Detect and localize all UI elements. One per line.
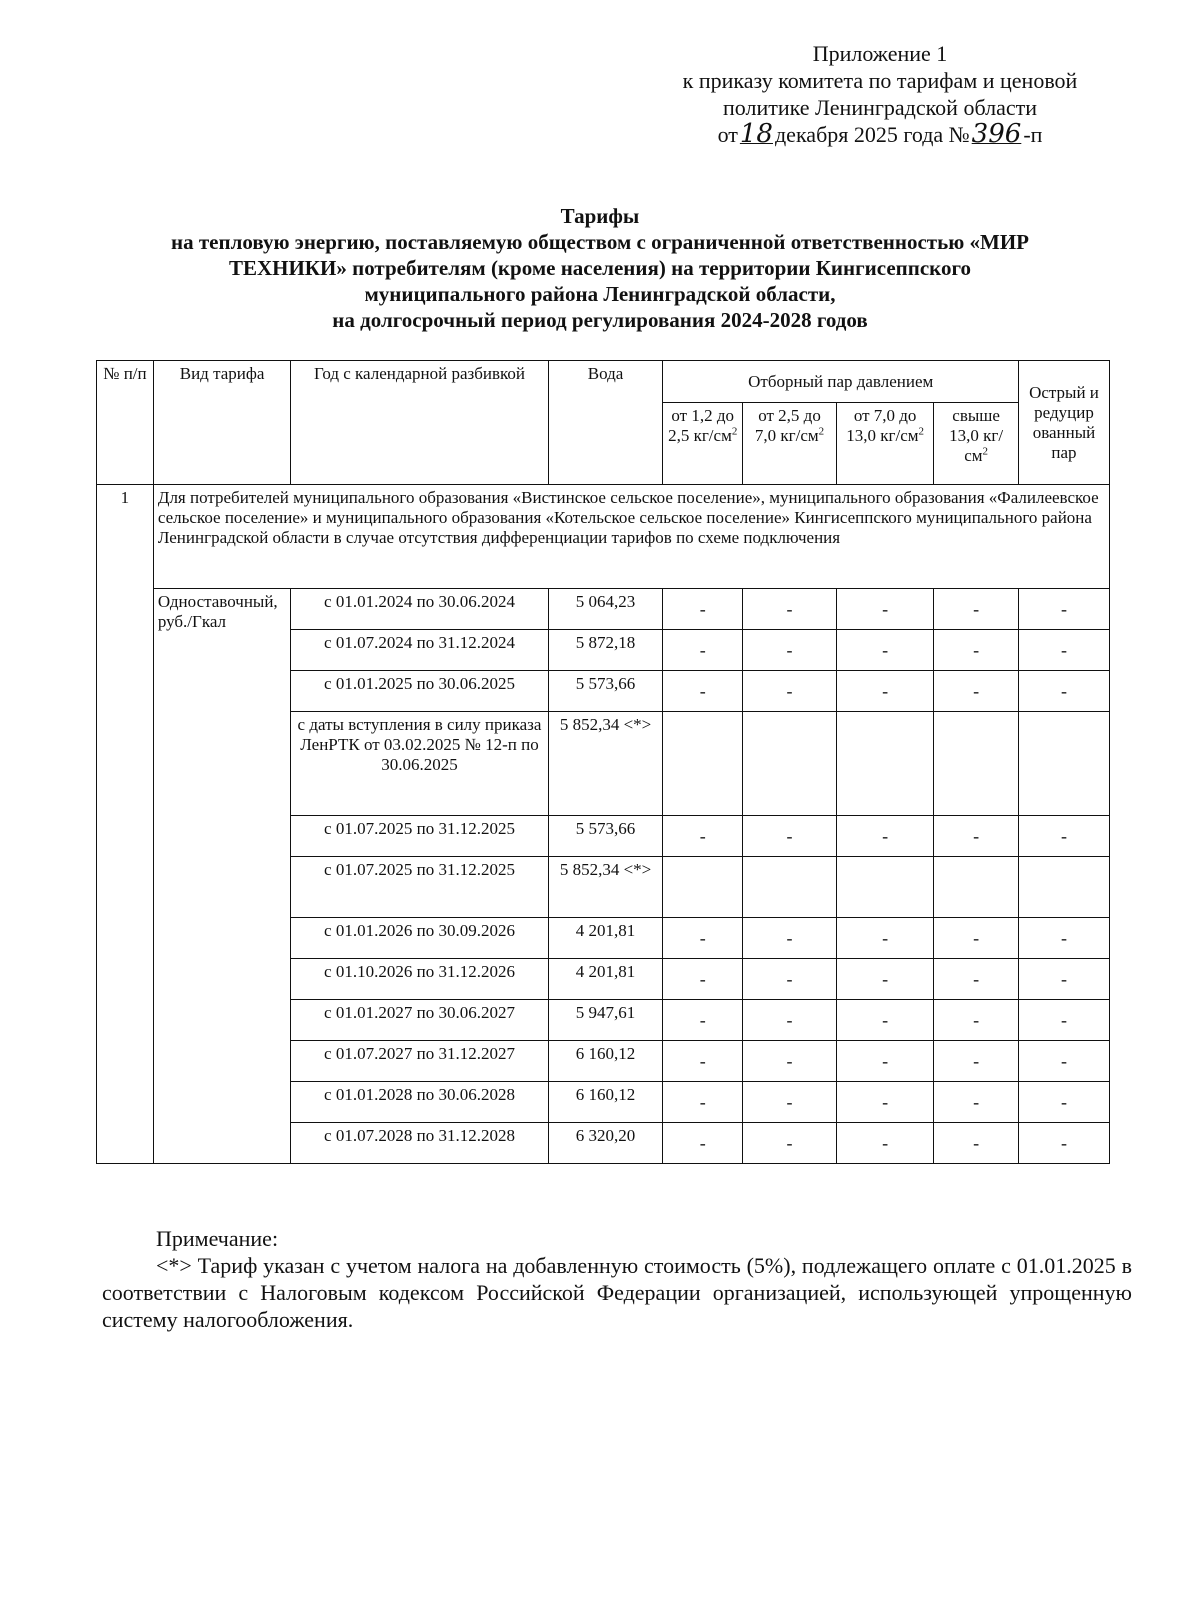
dash-cell: - [663, 1041, 743, 1082]
period-cell: с 01.07.2025 по 31.12.2025 [291, 816, 548, 857]
water-cell: 5 947,61 [548, 1000, 663, 1041]
dash-cell: - [743, 589, 837, 630]
dash-cell: - [743, 1082, 837, 1123]
empty-cell [934, 857, 1019, 918]
table-row [97, 589, 1110, 630]
header-water: Вода [548, 361, 663, 485]
period-cell: с даты вступления в силу приказа ЛенРТК от 03.02.2025 № 12-п по 30.06.2025 [291, 712, 548, 816]
dash-cell: - [743, 959, 837, 1000]
dash-cell: - [1018, 959, 1109, 1000]
dash-cell: - [663, 959, 743, 1000]
dash-cell: - [934, 1123, 1019, 1164]
dash-cell: - [934, 959, 1019, 1000]
dash-cell: - [663, 630, 743, 671]
empty-cell [837, 712, 934, 816]
dash-cell: - [837, 671, 934, 712]
dash-cell: - [663, 1082, 743, 1123]
dash-cell: - [837, 959, 934, 1000]
tariff-table-body [97, 485, 1110, 1164]
period-cell: с 01.10.2026 по 31.12.2026 [291, 959, 548, 1000]
dash-cell: - [663, 816, 743, 857]
period-cell: с 01.01.2024 по 30.06.2024 [291, 589, 548, 630]
water-cell: 5 872,18 [548, 630, 663, 671]
period-cell: с 01.07.2027 по 31.12.2027 [291, 1041, 548, 1082]
title-line-5: на долгосрочный период регулирования 2024-2028 годов [332, 308, 868, 332]
dash-cell: - [837, 1041, 934, 1082]
dash-cell: - [1018, 671, 1109, 712]
dash-cell: - [934, 1041, 1019, 1082]
appendix-header [640, 40, 1120, 148]
note-text: <*> Тариф указан с учетом налога на добавленную стоимость (5%), подлежащего оплате с 01.01.2025 в соответствии с Налоговым кодексом Российской Федерации организацией, использующей упрощенную систему налогообложения. [102, 1253, 1132, 1332]
empty-cell [663, 857, 743, 918]
header-steam-2: от 2,5 до 7,0 $кг/см^2$ [743, 403, 837, 485]
dash-cell: - [934, 1082, 1019, 1123]
dash-cell: - [743, 1041, 837, 1082]
dash-cell: - [837, 630, 934, 671]
dash-cell: - [837, 1000, 934, 1041]
dash-cell: - [934, 630, 1019, 671]
dash-cell: - [1018, 918, 1109, 959]
dash-cell: - [1018, 630, 1109, 671]
empty-cell [1018, 857, 1109, 918]
header-steam-1: от 1,2 до 2,5 $кг/см^2$ [663, 403, 743, 485]
water-cell: 5 573,66 [548, 816, 663, 857]
tariff-table [96, 360, 1110, 1164]
period-cell: с 01.07.2024 по 31.12.2024 [291, 630, 548, 671]
empty-cell [837, 857, 934, 918]
document-title [100, 203, 1100, 333]
section-number: 1 [97, 485, 154, 1164]
tariff-type-cell: Одноставочный, руб./Гкал [153, 589, 290, 1164]
header-sharp-steam: Острый и редуцир ованный пар [1018, 361, 1109, 485]
water-cell: 4 201,81 [548, 918, 663, 959]
dash-cell: - [1018, 1082, 1109, 1123]
note-heading: Примечание: [156, 1226, 279, 1251]
period-cell: с 01.01.2027 по 30.06.2027 [291, 1000, 548, 1041]
dash-cell: - [934, 918, 1019, 959]
dash-cell: - [663, 1123, 743, 1164]
period-cell: с 01.01.2026 по 30.09.2026 [291, 918, 548, 959]
dash-cell: - [934, 589, 1019, 630]
title-line-1: Тарифы [560, 204, 640, 228]
header-tariff-type: Вид тарифа [153, 361, 290, 485]
header-steam-3: от 7,0 до 13,0 $кг/см^2$ [837, 403, 934, 485]
dash-cell: - [1018, 1041, 1109, 1082]
dash-cell: - [934, 816, 1019, 857]
water-cell: 5 852,34 <*> [548, 857, 663, 918]
dash-cell: - [663, 589, 743, 630]
period-cell: с 01.01.2028 по 30.06.2028 [291, 1082, 548, 1123]
period-cell: с 01.07.2025 по 31.12.2025 [291, 857, 548, 918]
dash-cell: - [743, 1123, 837, 1164]
dash-cell: - [663, 1000, 743, 1041]
water-cell: 6 320,20 [548, 1123, 663, 1164]
footnote [102, 1225, 1132, 1333]
dash-cell: - [663, 671, 743, 712]
date-prefix: от [717, 122, 738, 147]
empty-cell [743, 712, 837, 816]
water-cell: 6 160,12 [548, 1082, 663, 1123]
appendix-date-line [640, 121, 1120, 148]
dash-cell: - [837, 816, 934, 857]
title-line-2: на тепловую энергию, поставляемую обществом с ограниченной ответственностью «МИР [170, 230, 1030, 254]
period-cell: с 01.01.2025 по 30.06.2025 [291, 671, 548, 712]
handwritten-day: 18 [739, 119, 773, 149]
dash-cell: - [1018, 589, 1109, 630]
appendix-line-3: политике Ленинградской области [722, 95, 1037, 120]
section-description: Для потребителей муниципального образования «Вистинское сельское поселение», муниципального образования «Фалилеевское сельское поселение» и муниципального образования «Котельское сельское поселение» Кингисеппского муниципального района Ленинградской области в случае отсутствия дифференциации тарифов по схеме подключения [153, 485, 1109, 589]
dash-cell: - [1018, 1000, 1109, 1041]
header-steam-group: Отборный пар давлением [663, 361, 1019, 403]
dash-cell: - [743, 1000, 837, 1041]
dash-cell: - [1018, 816, 1109, 857]
date-middle: декабря 2025 года № [774, 122, 970, 147]
dash-cell: - [1018, 1123, 1109, 1164]
appendix-line-2: к приказу комитета по тарифам и ценовой [682, 68, 1078, 93]
dash-cell: - [837, 589, 934, 630]
water-cell: 5 064,23 [548, 589, 663, 630]
dash-cell: - [837, 918, 934, 959]
water-cell: 5 573,66 [548, 671, 663, 712]
dash-cell: - [743, 671, 837, 712]
water-cell: 4 201,81 [548, 959, 663, 1000]
dash-cell: - [663, 918, 743, 959]
header-steam-4: свыше 13,0 $кг/см^2$ [934, 403, 1019, 485]
dash-cell: - [934, 1000, 1019, 1041]
dash-cell: - [837, 1123, 934, 1164]
title-line-3: ТЕХНИКИ» потребителям (кроме населения) на территории Кингисеппского [228, 256, 972, 280]
water-cell: 5 852,34 <*> [548, 712, 663, 816]
dash-cell: - [743, 630, 837, 671]
dash-cell: - [743, 816, 837, 857]
dash-cell: - [837, 1082, 934, 1123]
appendix-line-1: Приложение 1 [812, 41, 948, 66]
title-line-4: муниципального района Ленинградской области, [364, 282, 836, 306]
dash-cell: - [743, 918, 837, 959]
empty-cell [743, 857, 837, 918]
number-suffix: -п [1023, 122, 1043, 147]
dash-cell: - [934, 671, 1019, 712]
water-cell: 6 160,12 [548, 1041, 663, 1082]
header-num: № п/п [97, 361, 154, 485]
handwritten-number: 396 [971, 119, 1022, 149]
empty-cell [1018, 712, 1109, 816]
empty-cell [663, 712, 743, 816]
header-year: Год с календарной разбивкой [291, 361, 548, 485]
period-cell: с 01.07.2028 по 31.12.2028 [291, 1123, 548, 1164]
empty-cell [934, 712, 1019, 816]
